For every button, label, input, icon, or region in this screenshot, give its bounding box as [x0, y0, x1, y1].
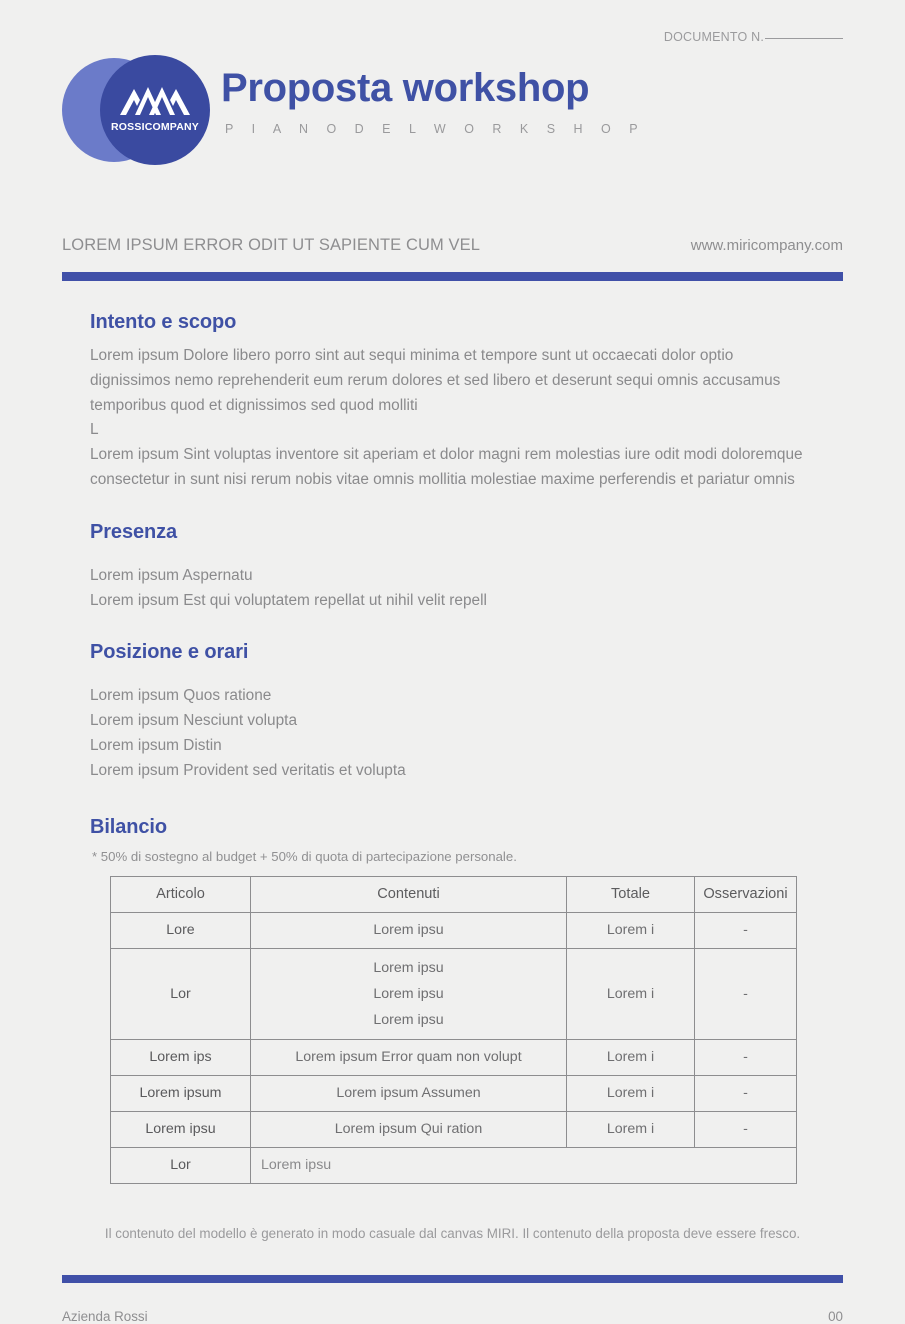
- table-row: [111, 948, 797, 1039]
- table-header-row: [111, 876, 797, 912]
- cell-articolo: Lor: [111, 1147, 251, 1183]
- section-presenza: [90, 521, 815, 614]
- document-number-label: DOCUMENTO N.: [663, 30, 764, 44]
- intento-paragraph-1: Lorem ipsum Dolore libero porro sint aut sequi minima et tempore sunt ut occaecati dolor optio dignissimos nemo reprehenderit eum rerum dolores et sed libero et deserunt sequi omnis accusamus temporibus quod et dignissimos sed quod molliti: [90, 347, 781, 414]
- cell-contenuti: Lorem ipsum Qui ration: [251, 1111, 567, 1147]
- list-item: Lorem ipsum Nesciunt volupta: [90, 712, 298, 730]
- section-posizione-e-orari: [90, 641, 815, 783]
- cell-contenuti-line: Lorem ipsu: [373, 1011, 444, 1028]
- cell-articolo: Lorem ipsum: [111, 1075, 251, 1111]
- cell-articolo: Lorem ipsu: [111, 1111, 251, 1147]
- mountain-peaks-icon: [118, 81, 192, 117]
- bilancio-note: * 50% di sostegno al budget + 50% di quota di partecipazione personale.: [92, 848, 517, 864]
- cell-totale: Lorem i: [567, 1039, 695, 1075]
- table-row: [111, 1111, 797, 1147]
- cell-articolo: Lorem ips: [111, 1039, 251, 1075]
- company-website[interactable]: www.miricompany.com: [690, 237, 843, 254]
- cell-articolo: Lore: [111, 912, 251, 948]
- page-subtitle: P I A N O D E L W O R K S H O P: [225, 122, 646, 136]
- intento-paragraph-2: L: [90, 421, 99, 439]
- footer-page-number: 00: [828, 1308, 843, 1324]
- cell-contenuti: [251, 948, 567, 1039]
- table-header-osservazioni: Osservazioni: [695, 876, 797, 912]
- footer-row: [62, 1309, 843, 1324]
- subhead-tagline: LOREM IPSUM ERROR ODIT UT SAPIENTE CUM VEL: [62, 236, 480, 254]
- list-item: Lorem ipsum Distin: [90, 736, 222, 754]
- cell-osservazioni: -: [695, 1075, 797, 1111]
- table-row: [111, 1075, 797, 1111]
- cell-osservazioni: -: [695, 1039, 797, 1075]
- cell-spanned-note: Lorem ipsu: [251, 1147, 797, 1183]
- page-title: Proposta workshop: [221, 66, 590, 110]
- presenza-spacer: [90, 554, 815, 564]
- intento-paragraph-3: Lorem ipsum Sint voluptas inventore sit aperiam et dolor magni rem molestias iure odit modi doloremque consectetur in sunt nisi rerum nobis vitae omnis mollitia molestiae maxime perferendis et pariatur omnis: [90, 446, 803, 488]
- budget-table: [110, 876, 797, 1184]
- logo-circle-right: [100, 55, 210, 165]
- cell-osservazioni: -: [695, 1111, 797, 1147]
- section-bilancio: [90, 816, 815, 1184]
- accent-rule-top: [62, 272, 843, 281]
- cell-contenuti: Lorem ipsu: [251, 912, 567, 948]
- cell-contenuti: Lorem ipsum Error quam non volupt: [251, 1039, 567, 1075]
- presenza-list: [90, 564, 815, 614]
- cell-articolo: Lor: [111, 948, 251, 1039]
- section-title-bilancio: Bilancio: [90, 815, 167, 838]
- footer-disclaimer: Il contenuto del modello è generato in modo casuale dal canvas MIRI. Il contenuto della proposta deve essere fresco.: [104, 1225, 801, 1241]
- company-logo: [62, 52, 197, 168]
- table-row: [111, 912, 797, 948]
- cell-totale: Lorem i: [567, 1111, 695, 1147]
- cell-contenuti: Lorem ipsum Assumen: [251, 1075, 567, 1111]
- posizione-spacer: [90, 674, 815, 684]
- list-item: Lorem ipsum Est qui voluptatem repellat ut nihil velit repell: [90, 591, 487, 609]
- section-title-presenza: Presenza: [90, 520, 178, 543]
- list-item: Lorem ipsum Quos ratione: [90, 687, 272, 705]
- document-header: [62, 0, 843, 192]
- cell-totale: Lorem i: [567, 948, 695, 1039]
- document-body: [62, 311, 843, 1184]
- cell-osservazioni: -: [695, 948, 797, 1039]
- logo-wordmark: ROSSICOMPANY: [111, 121, 199, 133]
- section-intento-e-scopo: [90, 311, 815, 493]
- document-number-field[interactable]: [664, 30, 843, 44]
- document-number-blank-line: [765, 38, 843, 39]
- title-block: [221, 52, 645, 136]
- table-header-totale: Totale: [567, 876, 695, 912]
- cell-totale: Lorem i: [567, 1075, 695, 1111]
- accent-rule-bottom: [62, 1275, 843, 1283]
- cell-osservazioni: -: [695, 912, 797, 948]
- table-header-contenuti: Contenuti: [251, 876, 567, 912]
- list-item: Lorem ipsum Aspernatu: [90, 566, 253, 584]
- table-row: [111, 1039, 797, 1075]
- cell-totale: Lorem i: [567, 912, 695, 948]
- section-title-posizione: Posizione e orari: [90, 641, 249, 664]
- posizione-list: [90, 684, 815, 783]
- table-row-last: [111, 1147, 797, 1183]
- table-header-articolo: Articolo: [111, 876, 251, 912]
- cell-contenuti-line: Lorem ipsu: [373, 985, 444, 1002]
- list-item: Lorem ipsum Provident sed veritatis et volupta: [90, 761, 406, 779]
- subhead-strip: [62, 236, 843, 255]
- footer-company-name: Azienda Rossi: [62, 1308, 148, 1324]
- section-title-intento: Intento e scopo: [90, 311, 237, 333]
- cell-contenuti-line: Lorem ipsu: [373, 959, 444, 976]
